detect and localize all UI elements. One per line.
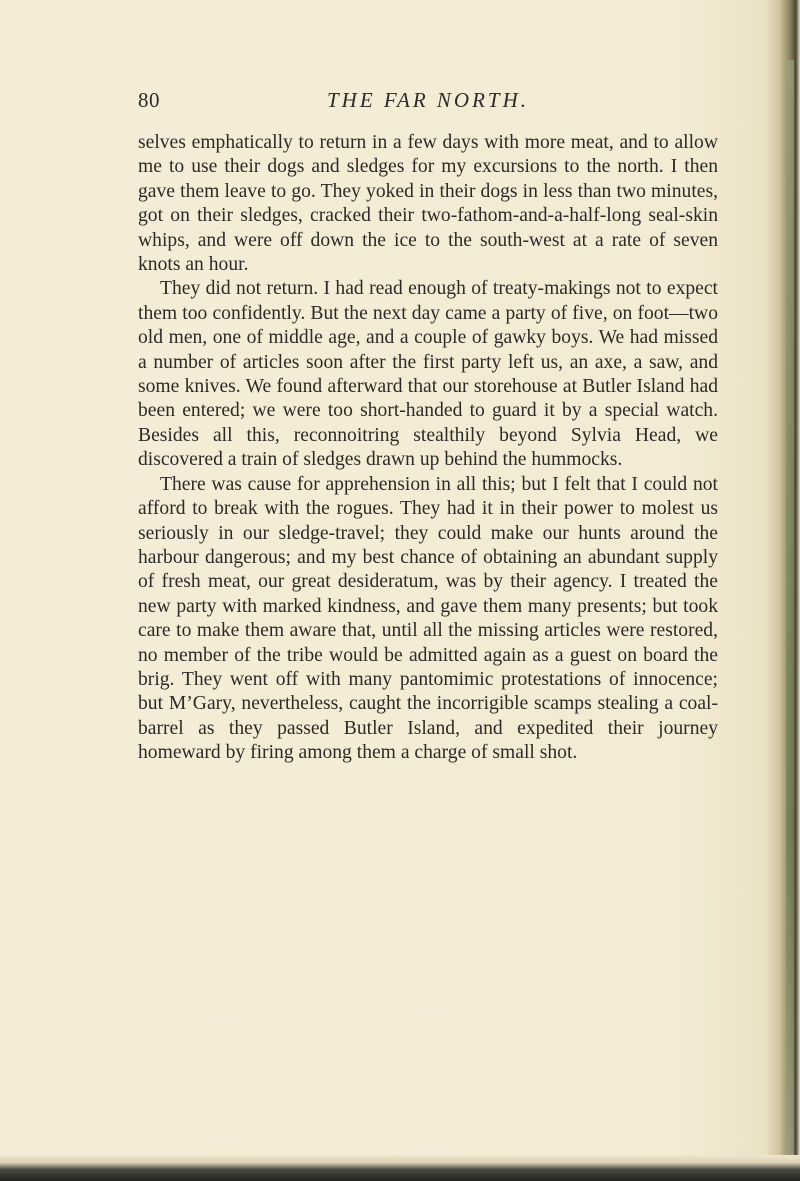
- paragraph: There was cause for apprehension in all this; but I felt that I could not afford to break with the rogues. They had it in their power to molest us seriously in our sledge-travel; they could make our hunts around the harbour dangerous; and my best chance of obtaining an abundant supply of fresh meat, our great desideratum, was by their agency. I treated the new party with marked kindness, and gave them many presents; but took care to make them aware that, until all the missing articles were restored, no member of the tribe would be admitted again as a guest on board the brig. They went off with many pantomimic protestations of innocence; but M’Gary, nevertheless, caught the incorrigible scamps stealing a coal-barrel as they passed Butler Island, and expedited their journey homeward by firing among them a charge of small shot.: [138, 473, 718, 764]
- body-text: [138, 131, 718, 766]
- binding-shadow: [786, 60, 794, 1160]
- running-title: THE FAR NORTH.: [326, 88, 530, 112]
- running-head: [138, 88, 718, 118]
- paragraph: selves emphatically to return in a few days with more meat, and to allow me to use their dogs and sledges for my excursions to the north. I then gave them leave to go. They yoked in their dogs in less than two minutes, got on their sledges, cracked their two-fathom-and-a-half-long seal-skin whips, and were off down the ice to the south-west at a rate of seven knots an hour.: [138, 132, 718, 276]
- paragraph: They did not return. I had read enough of treaty-makings not to expect them too confidently. But the next day came a party of five, on foot—two old men, one of middle age, and a couple of gawky boys. We had missed a number of articles soon after the first party left us, an axe, a saw, and some knives. We found afterward that our storehouse at Butler Island had been entered; we were too short-handed to guard it by a special watch. Besides all this, reconnoitring stealthily beyond Sylvia Head, we discovered a train of sledges drawn up behind the hummocks.: [138, 278, 718, 471]
- book-binding-edge: [766, 0, 800, 1181]
- page-number: 80: [138, 88, 160, 112]
- page-bottom-edge: [0, 1155, 800, 1181]
